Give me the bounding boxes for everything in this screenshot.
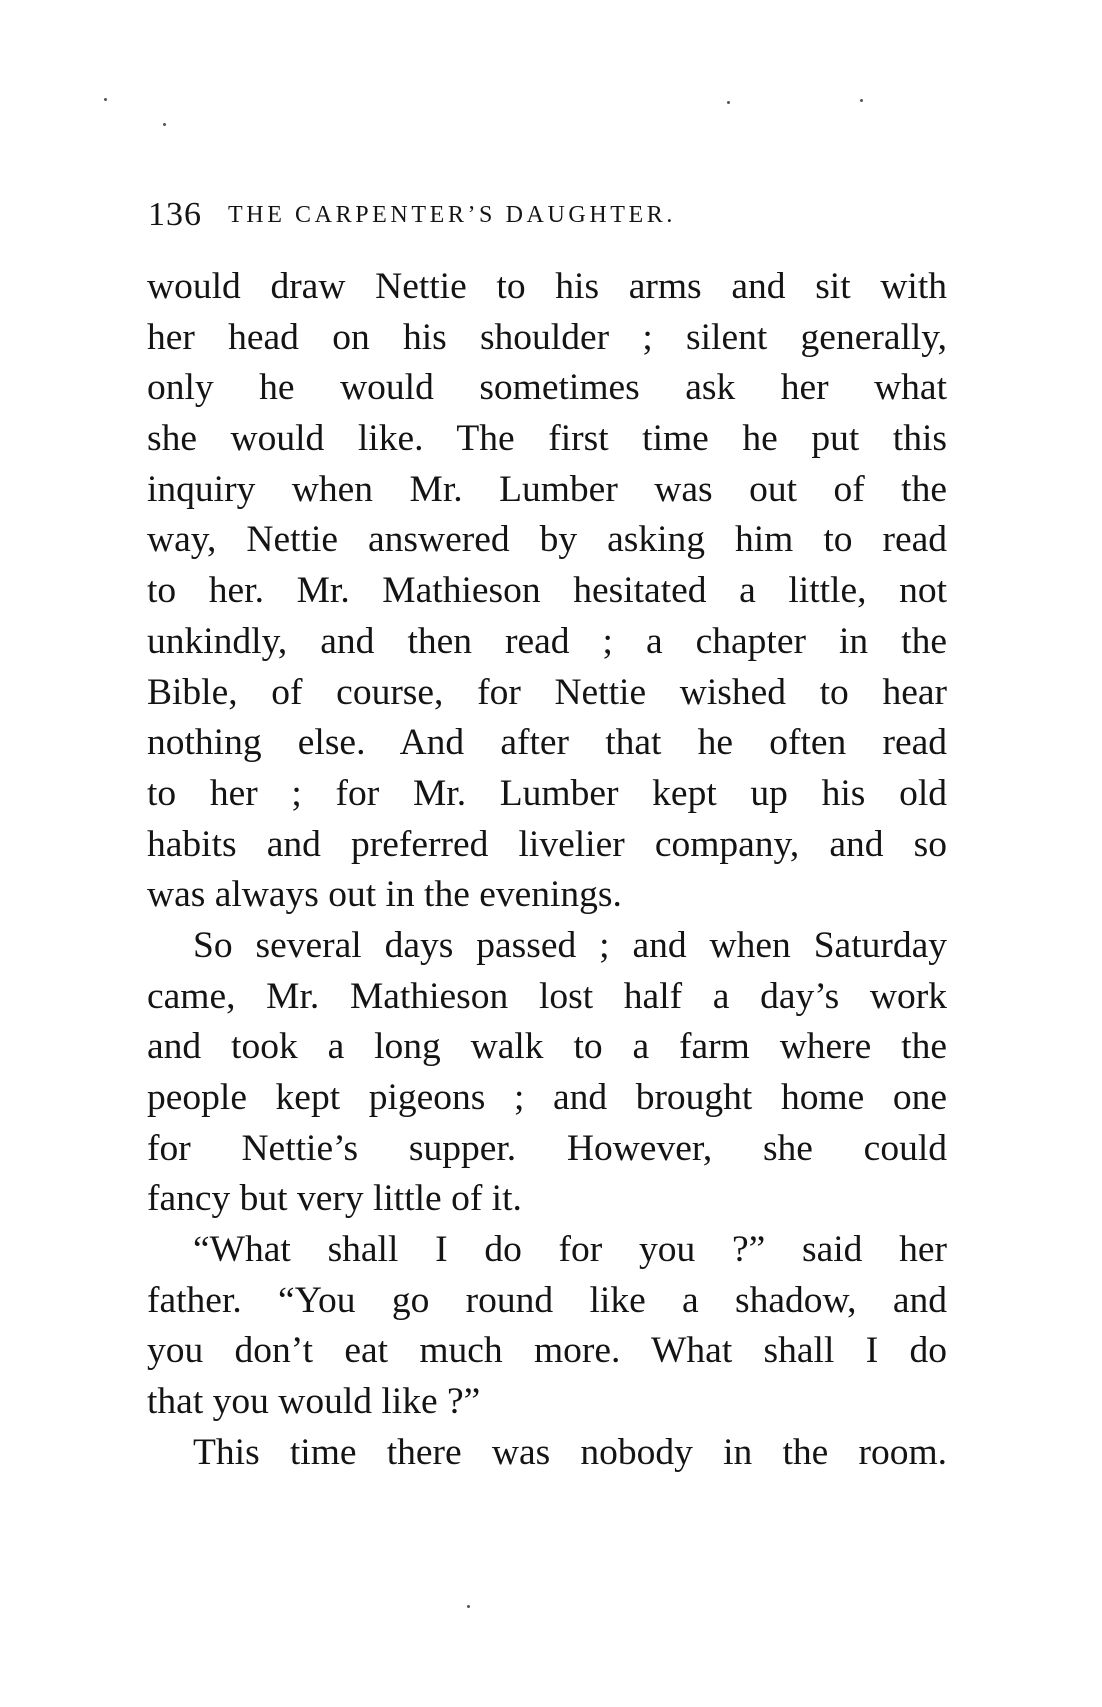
- text-line: you don’t eat much more. What shall I do: [147, 1330, 947, 1372]
- text-line: her head on his shoulder ; silent generally,: [147, 316, 947, 358]
- print-speck: [163, 123, 166, 126]
- text-line: inquiry when Mr. Lumber was out of the: [147, 468, 947, 510]
- text-line: nothing else. And after that he often read: [147, 722, 947, 764]
- paragraph-end-line: fancy but very little of it.: [147, 1178, 522, 1220]
- running-title: THE CARPENTER’S DAUGHTER.: [228, 202, 676, 228]
- text-line: and took a long walk to a farm where the: [147, 1026, 947, 1068]
- text-line: way, Nettie answered by asking him to read: [147, 519, 947, 561]
- print-speck: [104, 98, 107, 101]
- text-line: only he would sometimes ask her what: [147, 367, 947, 409]
- paragraph-start-line: “What shall I do for you ?” said her: [193, 1229, 947, 1271]
- body-text: [147, 262, 947, 1479]
- text-line: unkindly, and then read ; a chapter in the: [147, 620, 947, 662]
- paragraph-start-line: This time there was nobody in the room.: [193, 1431, 947, 1473]
- text-line: she would like. The first time he put this: [147, 418, 947, 460]
- page-number: 136: [148, 196, 202, 233]
- paragraph-start-line: So several days passed ; and when Saturday: [193, 924, 947, 966]
- text-line: came, Mr. Mathieson lost half a day’s work: [147, 975, 947, 1017]
- text-line: to her. Mr. Mathieson hesitated a little, not: [147, 570, 947, 612]
- print-speck: [727, 101, 730, 104]
- text-line: father. “You go round like a shadow, and: [147, 1279, 947, 1321]
- running-header: [148, 195, 948, 235]
- text-line: habits and preferred livelier company, and so: [147, 823, 947, 865]
- print-speck: [860, 99, 863, 102]
- text-line: would draw Nettie to his arms and sit with: [147, 266, 947, 307]
- text-line: Bible, of course, for Nettie wished to hear: [147, 671, 947, 713]
- paragraph-end-line: was always out in the evenings.: [147, 874, 622, 916]
- text-line: to her ; for Mr. Lumber kept up his old: [147, 772, 947, 814]
- text-line: people kept pigeons ; and brought home one: [147, 1077, 947, 1118]
- paragraph-end-line: that you would like ?”: [147, 1381, 481, 1423]
- text-line: for Nettie’s supper. However, she could: [147, 1127, 947, 1169]
- print-speck: [467, 1605, 470, 1608]
